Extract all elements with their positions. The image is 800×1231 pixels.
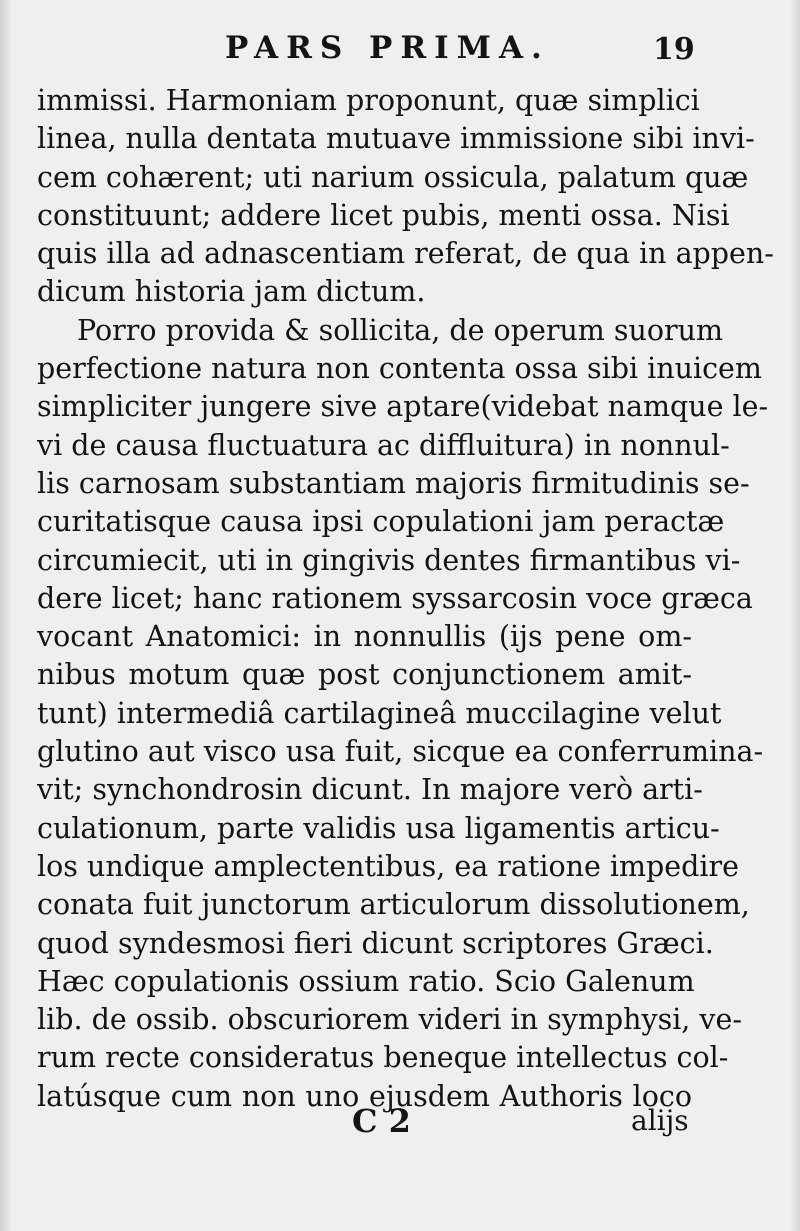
text-line: cem cohærent; uti narium ossicula, palatum quæ bbox=[37, 160, 749, 194]
text-line: dicum historia jam dictum. bbox=[37, 275, 426, 309]
page-footer bbox=[0, 1102, 800, 1142]
text-line: lis carnosam substantiam majoris firmitudinis se- bbox=[37, 466, 750, 500]
text-line: quod syndesmosi fieri dicunt scriptores Græci. bbox=[37, 926, 714, 960]
signature-mark: C 2 bbox=[352, 1102, 411, 1140]
text-line: culationum, parte validis usa ligamentis articu- bbox=[37, 811, 720, 845]
text-line: tunt) intermediâ cartilagineâ muccilagine velut bbox=[37, 696, 722, 730]
catchword: alijs bbox=[631, 1104, 689, 1137]
text-line: circumiecit, uti in gingivis dentes firmantibus vi- bbox=[37, 543, 741, 577]
text-line: vocant Anatomici: in nonnullis (ijs pene om- bbox=[37, 620, 692, 654]
text-line: rum recte consideratus beneque intellectus col- bbox=[37, 1041, 729, 1075]
text-block bbox=[37, 82, 774, 1116]
text-line: perfectione natura non contenta ossa sibi inuicem bbox=[37, 352, 762, 386]
running-head: PARS PRIMA. bbox=[225, 30, 550, 66]
text-line: lib. de ossib. obscuriorem videri in symphysi, ve- bbox=[37, 1003, 743, 1037]
paragraph-first-line: Porro provida & sollicita, de operum suorum bbox=[77, 313, 724, 347]
page-number: 19 bbox=[653, 32, 695, 67]
text-line: quis illa ad adnascentiam referat, de qua in appen- bbox=[37, 237, 774, 271]
text-line: conata fuit junctorum articulorum dissolutionem, bbox=[37, 888, 750, 922]
text-line: vit; synchondrosin dicunt. In majore verò arti- bbox=[37, 773, 703, 807]
text-line: constituunt; addere licet pubis, menti ossa. Nisi bbox=[37, 198, 730, 232]
page-header bbox=[0, 30, 800, 70]
text-line: glutino aut visco usa fuit, sicque ea conferrumina- bbox=[37, 735, 764, 769]
text-line: linea, nulla dentata mutuave immissione sibi invi- bbox=[37, 122, 755, 156]
text-line: simpliciter jungere sive aptare(videbat namque le- bbox=[37, 390, 769, 424]
text-line: vi de causa fluctuatura ac diffluitura) in nonnul- bbox=[37, 428, 730, 462]
text-line: Hæc copulationis ossium ratio. Scio Galenum bbox=[37, 964, 695, 998]
text-line: curitatisque causa ipsi copulationi jam peractæ bbox=[37, 505, 725, 539]
text-line: los undique amplectentibus, ea ratione impedire bbox=[37, 849, 739, 883]
text-line: nibus motum quæ post conjunctionem amit- bbox=[37, 658, 692, 692]
text-line: dere licet; hanc rationem syssarcosin voce græca bbox=[37, 581, 753, 615]
text-line: latúsque cum non uno ejusdem Authoris loco bbox=[37, 1079, 692, 1113]
text-line: immissi. Harmoniam proponunt, quæ simplici bbox=[37, 84, 700, 117]
